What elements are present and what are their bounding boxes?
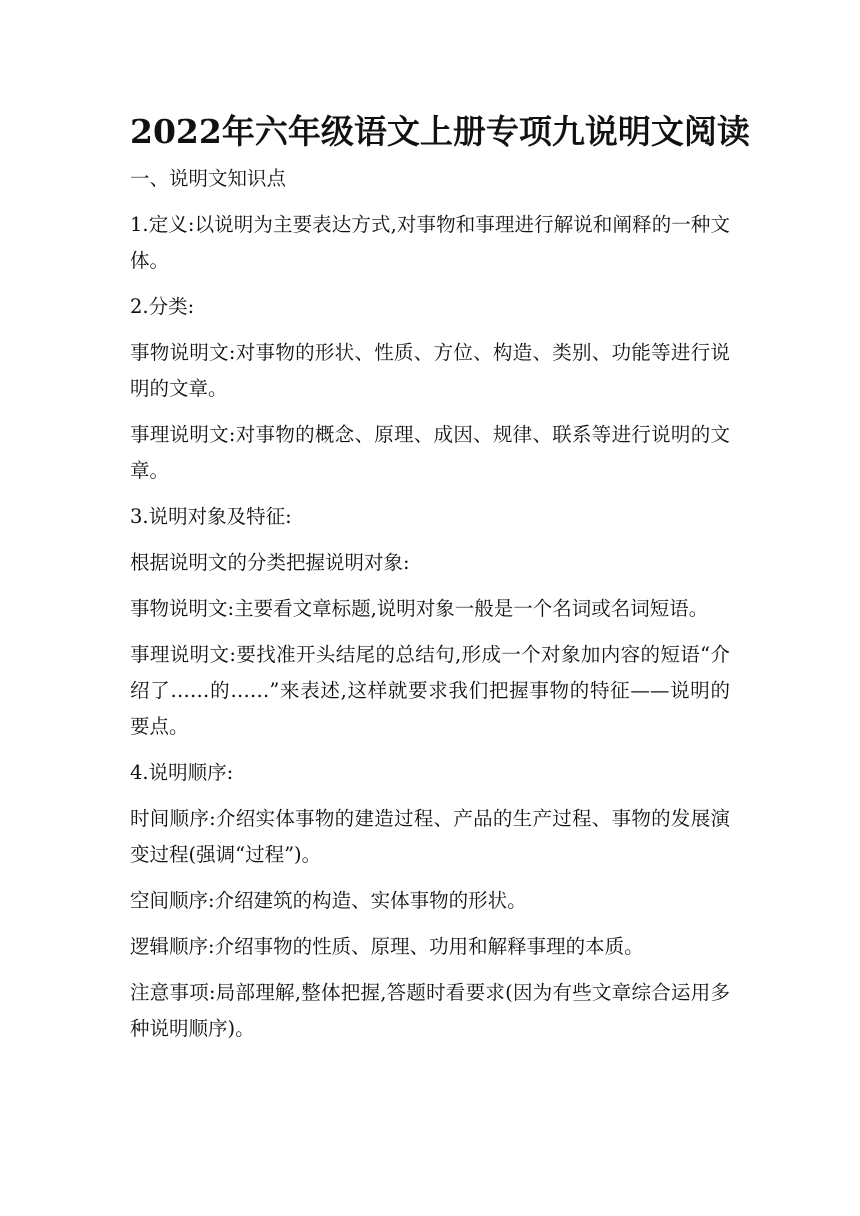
paragraph-reason-explanatory: 事理说明文:对事物的概念、原理、成因、规律、联系等进行说明的文章。 <box>130 423 730 482</box>
paragraph-object-thing: 事物说明文:主要看文章标题,说明对象一般是一个名词或名词短语。 <box>130 597 709 620</box>
paragraph-time-order: 时间顺序:介绍实体事物的建造过程、产品的生产过程、事物的发展演变过程(强调“过程”)。 <box>130 807 730 866</box>
paragraph-definition: 1.定义:以说明为主要表达方式,对事物和事理进行解说和阐释的一种文体。 <box>130 213 730 272</box>
paragraph-thing-explanatory: 事物说明文:对事物的形状、性质、方位、构造、类别、功能等进行说明的文章。 <box>130 341 730 400</box>
document-title: 2022年六年级语文上册专项九说明文阅读 <box>130 112 750 151</box>
paragraph-logic-order: 逻辑顺序:介绍事物的性质、原理、功用和解释事理的本质。 <box>130 935 644 958</box>
paragraph-space-order: 空间顺序:介绍建筑的构造、实体事物的形状。 <box>130 889 527 912</box>
paragraph-object-intro: 根据说明文的分类把握说明对象: <box>130 551 410 574</box>
paragraph-classification-heading: 2.分类: <box>130 295 195 318</box>
section-heading: 一、说明文知识点 <box>130 167 287 190</box>
paragraph-object-reason: 事理说明文:要找准开头结尾的总结句,形成一个对象加内容的短语“介绍了……的……”来表述,这样就要求我们把握事物的特征——说明的要点。 <box>130 643 730 738</box>
paragraph-order-heading: 4.说明顺序: <box>130 761 234 784</box>
paragraph-object-heading: 3.说明对象及特征: <box>130 505 292 528</box>
document-body <box>130 112 750 1057</box>
paragraph-notes: 注意事项:局部理解,整体把握,答题时看要求(因为有些文章综合运用多种说明顺序)。 <box>130 981 730 1040</box>
